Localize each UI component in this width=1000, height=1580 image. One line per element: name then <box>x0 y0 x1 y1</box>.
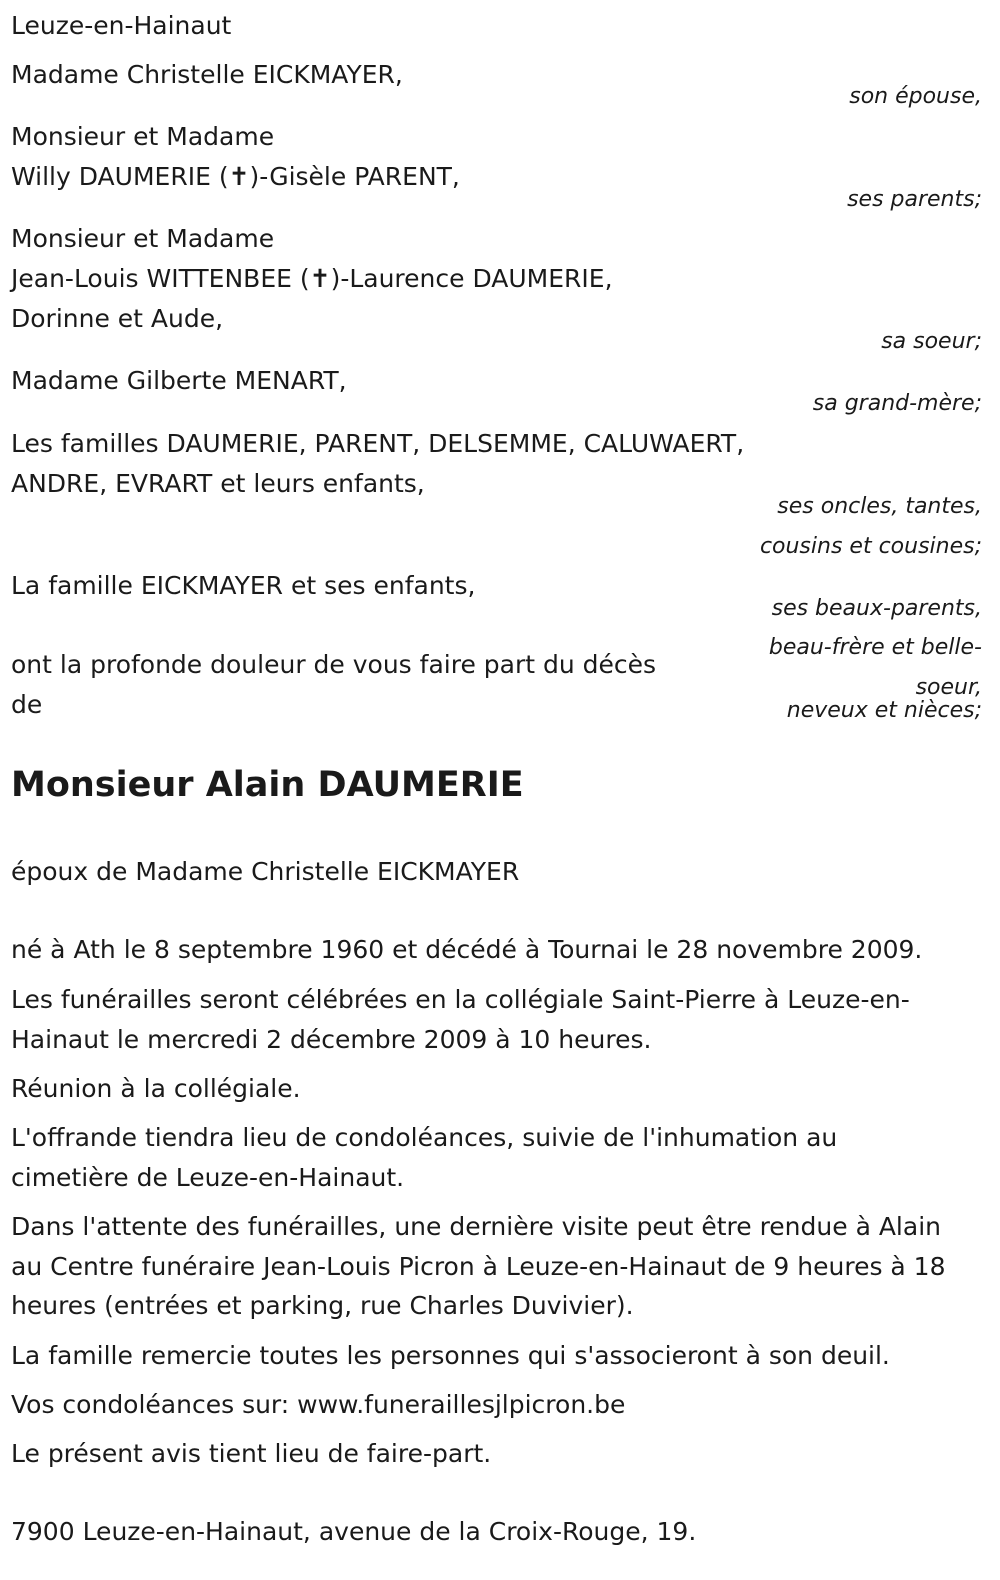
parents-relation: ses parents; <box>847 187 982 212</box>
meeting-line: Réunion à la collégiale. <box>11 1074 301 1103</box>
spouse-name: Madame Christelle EICKMAYER, <box>11 60 403 89</box>
sister-relation: sa soeur; <box>881 329 982 354</box>
relatives-line1: Les familles DAUMERIE, PARENT, DELSEMME, CALUWAERT, <box>11 429 745 458</box>
header-location: Leuze-en-Hainaut <box>11 11 232 40</box>
sister-line3: Dorinne et Aude, <box>11 304 224 333</box>
offering-paragraph: L'offrande tiendra lieu de condoléances, suivie de l'inhumation au cimetière de Leuze-en-Hainaut. <box>11 1123 838 1192</box>
deceased-name: Monsieur Alain DAUMERIE <box>11 765 524 805</box>
sister-line1: Monsieur et Madame <box>11 224 275 253</box>
announcement-line1: ont la profonde douleur de vous faire part du décès <box>11 650 657 679</box>
parents-line2: Willy DAUMERIE (✝)-Gisèle PARENT, <box>11 162 460 191</box>
grandmother-name: Madame Gilberte MENART, <box>11 366 347 395</box>
announcement-line2: de <box>11 690 43 719</box>
inlaws-name: La famille EICKMAYER et ses enfants, <box>11 571 476 600</box>
visit-paragraph: Dans l'attente des funérailles, une dernière visite peut être rendue à Alain au Centre funéraire Jean-Louis Picron à Leuze-en-Hainaut de 9 heures à 18 heures (entrées et parking, rue Charles Duvivier). <box>11 1212 946 1320</box>
inlaws-relation3: soeur, <box>915 675 982 700</box>
relatives-relation1: ses oncles, tantes, <box>777 494 982 519</box>
inlaws-relation1: ses beaux-parents, <box>771 596 982 621</box>
thanks-line: La famille remercie toutes les personnes qui s'associeront à son deuil. <box>11 1341 890 1370</box>
grandmother-relation: sa grand-mère; <box>812 391 982 416</box>
funeral-paragraph: Les funérailles seront célébrées en la collégiale Saint-Pierre à Leuze-en-Hainaut le mercredi 2 décembre 2009 à 10 heures. <box>11 985 910 1054</box>
inlaws-relation2: beau-frère et belle- <box>768 635 982 660</box>
sister-line2: Jean-Louis WITTENBEE (✝)-Laurence DAUMERIE, <box>11 264 613 293</box>
relatives-line2: ANDRE, EVRART et leurs enfants, <box>11 469 425 498</box>
deceased-spouse-line: époux de Madame Christelle EICKMAYER <box>11 857 520 886</box>
inlaws-relation4: neveux et nièces; <box>786 698 982 723</box>
address-line: 7900 Leuze-en-Hainaut, avenue de la Croix-Rouge, 19. <box>11 1517 697 1546</box>
notice-line: Le présent avis tient lieu de faire-part. <box>11 1439 492 1468</box>
birth-death-line: né à Ath le 8 septembre 1960 et décédé à Tournai le 28 novembre 2009. <box>11 935 923 964</box>
condolences-line: Vos condoléances sur: www.funeraillesjlpicron.be <box>11 1390 626 1419</box>
parents-line1: Monsieur et Madame <box>11 122 275 151</box>
spouse-relation: son épouse, <box>849 84 982 109</box>
relatives-relation2: cousins et cousines; <box>759 534 982 559</box>
